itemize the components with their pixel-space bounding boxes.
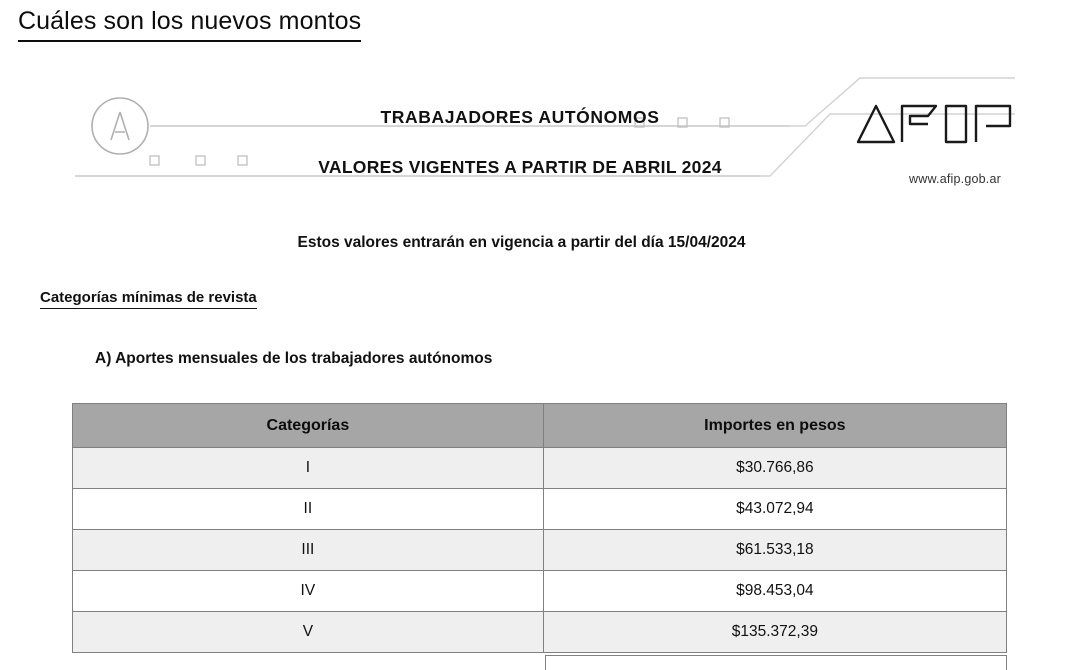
cell-importe: $98.453,04	[543, 571, 1006, 612]
table-row	[73, 448, 1007, 489]
table-row	[73, 571, 1007, 612]
banner-title-line2: VALORES VIGENTES A PARTIR DE ABRIL 2024	[318, 157, 722, 177]
table-row	[73, 530, 1007, 571]
cell-categoria: IV	[73, 571, 544, 612]
afip-url: www.afip.gob.ar	[909, 172, 1001, 186]
cell-importe: $43.072,94	[543, 489, 1006, 530]
page-title: Cuáles son los nuevos montos	[18, 6, 361, 42]
table-row	[73, 612, 1007, 653]
column-header-categorias: Categorías	[73, 404, 544, 448]
table-row	[73, 489, 1007, 530]
table-row-partial	[545, 655, 1007, 670]
subsection-title: A) Aportes mensuales de los trabajadores autónomos	[95, 350, 493, 367]
values-table	[72, 403, 1007, 653]
cell-importe: $30.766,86	[543, 448, 1006, 489]
vigencia-text: Estos valores entrarán en vigencia a partir del día 15/04/2024	[297, 234, 746, 251]
column-header-importes: Importes en pesos	[543, 404, 1006, 448]
cell-categoria: V	[73, 612, 544, 653]
values-table-wrapper	[72, 403, 1007, 653]
cell-importe: $135.372,39	[543, 612, 1006, 653]
cell-categoria: II	[73, 489, 544, 530]
cell-categoria: I	[73, 448, 544, 489]
table-header-row	[73, 404, 1007, 448]
cell-categoria: III	[73, 530, 544, 571]
afip-banner	[70, 68, 1030, 198]
cell-importe: $61.533,18	[543, 530, 1006, 571]
section-title: Categorías mínimas de revista	[40, 289, 257, 309]
banner-title-line1: TRABAJADORES AUTÓNOMOS	[380, 107, 660, 127]
